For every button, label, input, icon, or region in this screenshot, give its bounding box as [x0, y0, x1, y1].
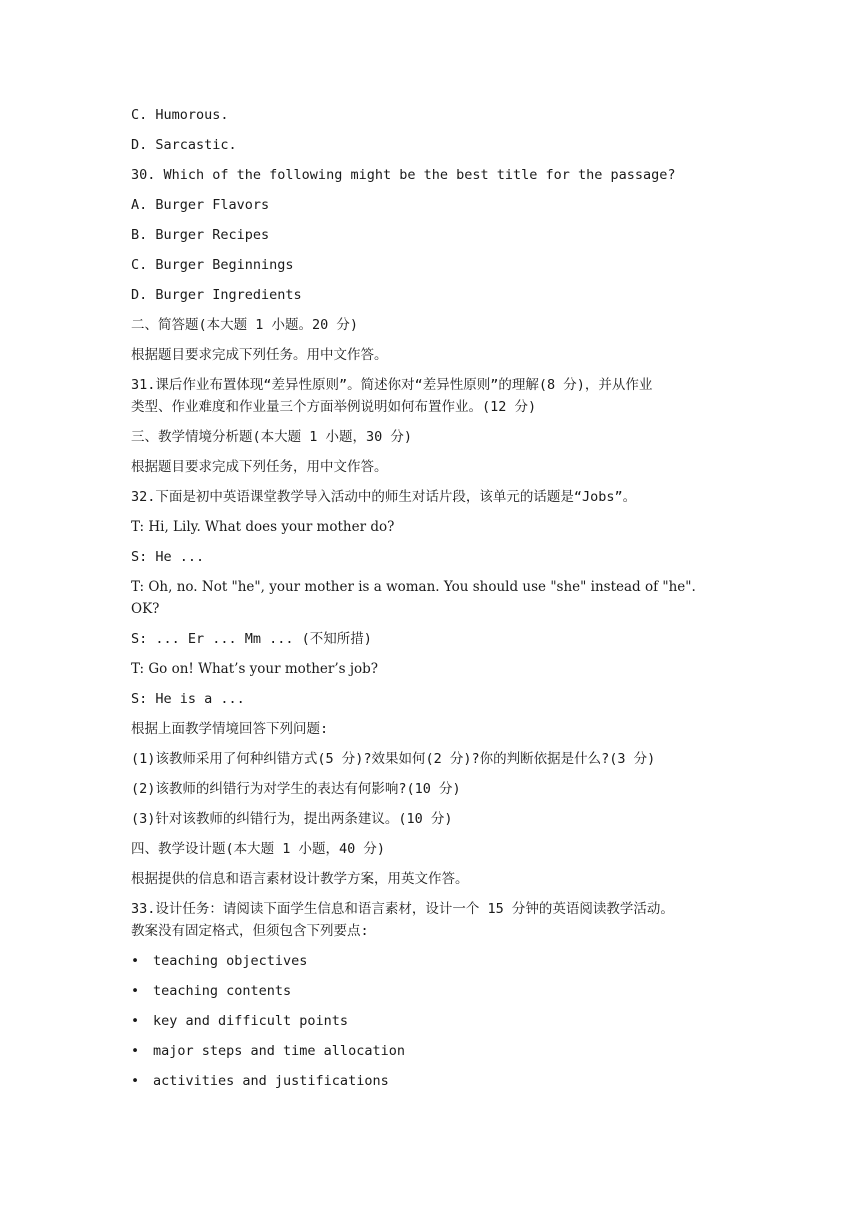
question-32: 32.下面是初中英语课堂教学导入活动中的师生对话片段，该单元的话题是“Jobs”。	[131, 489, 637, 505]
document-body	[131, 104, 741, 1100]
dialogue-line-6: S: He is a ...	[131, 691, 245, 707]
question-33: 33.设计任务：请阅读下面学生信息和语言素材，设计一个 15 分钟的英语阅读教学活动。 教案没有固定格式，但须包含下列要点:	[131, 901, 674, 939]
question-32-sub-2: (2)该教师的纠错行为对学生的表达有何影响?(10 分)	[131, 781, 461, 797]
bullet-text: activities and justifications	[153, 1073, 389, 1089]
question-30: 30. Which of the following might be the best title for the passage?	[131, 167, 676, 183]
question-31: 31.课后作业布置体现“差异性原则”。简述你对“差异性原则”的理解(8 分)，并从作业 类型、作业难度和作业量三个方面举例说明如何布置作业。(12 分)	[131, 377, 653, 415]
bullet-icon: •	[131, 983, 140, 999]
dialogue-line-3: T: Oh, no. Not "he", your mother is a woman. You should use "she" instead of "he". OK?	[131, 579, 696, 617]
bullet-item	[131, 1010, 741, 1032]
dialogue-line-2: S: He ...	[131, 549, 205, 565]
section-4-instruction: 根据提供的信息和语言素材设计教学方案，用英文作答。	[131, 871, 469, 887]
option-d-q30: D. Burger Ingredients	[131, 287, 302, 303]
dialogue-line-5: T: Go on! What’s your mother’s job?	[131, 661, 379, 677]
bullet-text: major steps and time allocation	[153, 1043, 405, 1059]
bullet-text: teaching objectives	[153, 953, 308, 969]
bullet-item	[131, 1070, 741, 1092]
question-32-sub-3: (3)针对该教师的纠错行为，提出两条建议。(10 分)	[131, 811, 453, 827]
bullet-text: key and difficult points	[153, 1013, 349, 1029]
bullet-item	[131, 1040, 741, 1062]
bullet-item	[131, 980, 741, 1002]
option-c-q29: C. Humorous.	[131, 107, 229, 123]
bullet-icon: •	[131, 953, 140, 969]
option-a-q30: A. Burger Flavors	[131, 197, 270, 213]
question-32-sub-1: (1)该教师采用了何种纠错方式(5 分)?效果如何(2 分)?你的判断依据是什么?(3 分)	[131, 751, 656, 767]
bullet-item	[131, 950, 741, 972]
section-2-heading: 二、简答题(本大题 1 小题。20 分)	[131, 317, 359, 333]
dialogue-line-4: S: ... Er ... Mm ... (不知所措)	[131, 631, 372, 647]
bullet-icon: •	[131, 1073, 140, 1089]
question-32-prompt: 根据上面教学情境回答下列问题:	[131, 721, 329, 737]
section-2-instruction: 根据题目要求完成下列任务。用中文作答。	[131, 347, 388, 363]
section-3-heading: 三、教学情境分析题(本大题 1 小题，30 分)	[131, 429, 413, 445]
bullet-text: teaching contents	[153, 983, 292, 999]
option-c-q30: C. Burger Beginnings	[131, 257, 294, 273]
option-d-q29: D. Sarcastic.	[131, 137, 237, 153]
bullet-icon: •	[131, 1043, 140, 1059]
bullet-icon: •	[131, 1013, 140, 1029]
dialogue-line-1: T: Hi, Lily. What does your mother do?	[131, 519, 395, 535]
section-4-heading: 四、教学设计题(本大题 1 小题，40 分)	[131, 841, 386, 857]
section-3-instruction: 根据题目要求完成下列任务，用中文作答。	[131, 459, 388, 475]
option-b-q30: B. Burger Recipes	[131, 227, 270, 243]
